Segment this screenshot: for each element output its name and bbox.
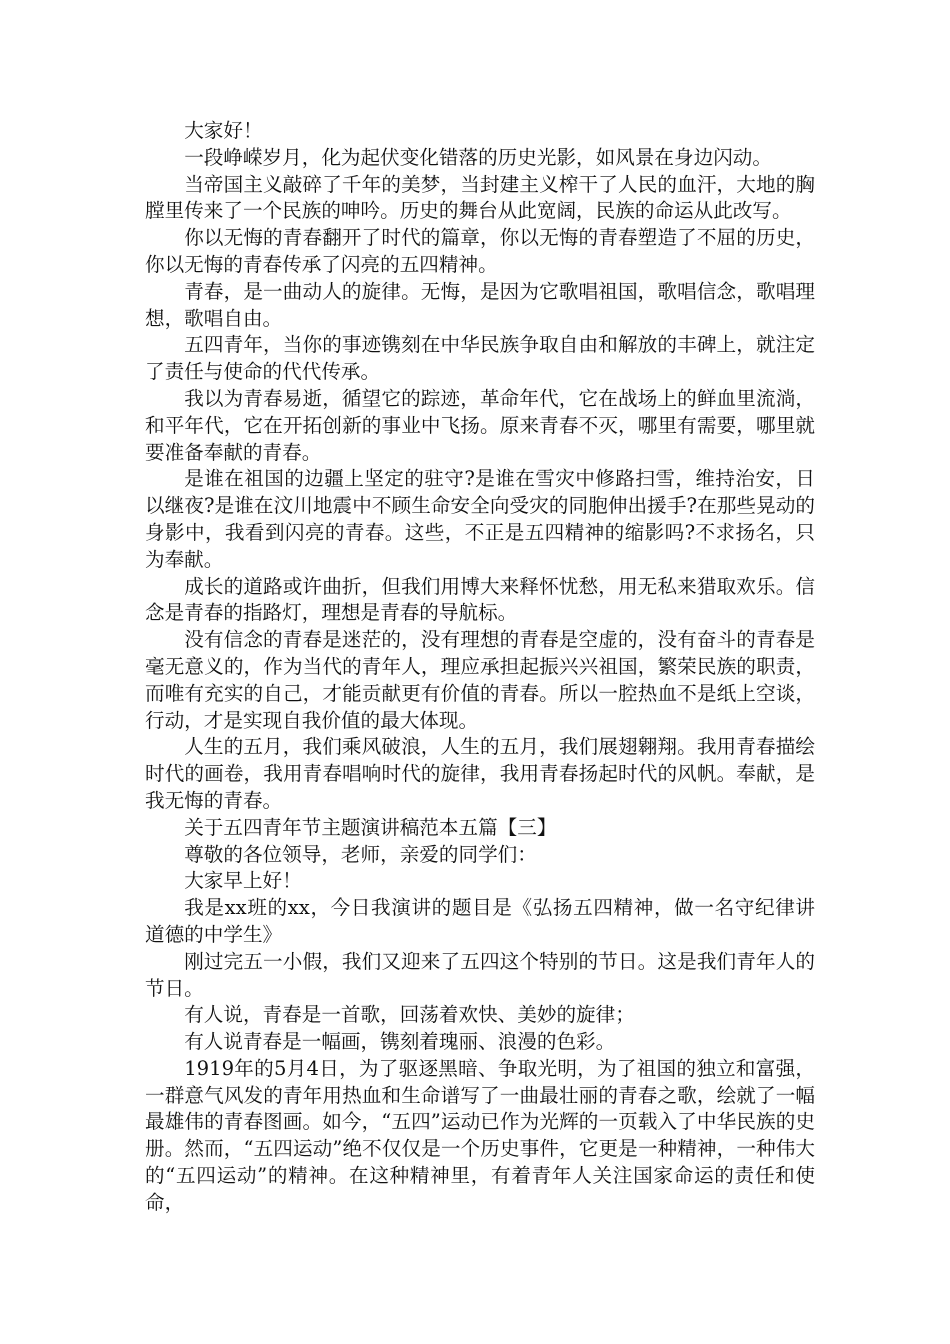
document-page <box>145 118 815 1217</box>
paragraph: 一段峥嵘岁月，化为起伏变化错落的历史光影，如风景在身边闪动。 <box>184 145 772 169</box>
paragraph: 你以无悔的青春翻开了时代的篇章，你以无悔的青春塑造了不屈的历史，你以无悔的青春传承了闪亮的五四精神。 <box>145 226 815 276</box>
paragraph: 我是xx班的xx，今日我演讲的题目是《弘扬五四精神，做一名守纪律讲道德的中学生》 <box>145 896 815 946</box>
paragraph: 有人说青春是一幅画，镌刻着瑰丽、浪漫的色彩。 <box>184 1030 616 1054</box>
paragraph: 有人说，青春是一首歌，回荡着欢快、美妙的旋律； <box>184 1003 635 1027</box>
paragraph: 1919年的5月4日，为了驱逐黑暗、争取光明，为了祖国的独立和富强，一群意气风发的青年用热血和生命谱写了一曲最壮丽的青春之歌，绘就了一幅最雄伟的青春图画。如今，“五四”运动已作为光辉的一页载入了中华民族的史册。然而，“五四运动”绝不仅仅是一个历史事件，它更是一种精神，一种伟大的“五四运动”的精神。在这种精神里，有着青年人关注国家命运的责任和使命， <box>145 1056 815 1214</box>
paragraph: 人生的五月，我们乘风破浪，人生的五月，我们展翅翱翔。我用青春描绘时代的画卷，我用青春唱响时代的旋律，我用青春扬起时代的风帆。奉献，是我无悔的青春。 <box>145 735 815 812</box>
paragraph-greeting: 大家早上好！ <box>184 869 302 893</box>
section-heading: 关于五四青年节主题演讲稿范本五篇【三】 <box>184 815 557 839</box>
paragraph: 刚过完五一小假，我们又迎来了五四这个特别的节日。这是我们青年人的节日。 <box>145 949 815 1000</box>
paragraph: 当帝国主义敲碎了千年的美梦，当封建主义榨干了人民的血汗，大地的胸膛里传来了一个民族的呻吟。历史的舞台从此宽阔，民族的命运从此改写。 <box>145 172 815 223</box>
paragraph: 是谁在祖国的边疆上坚定的驻守?是谁在雪灾中修路扫雪，维持治安，日以继夜?是谁在汶川地震中不顾生命安全向受灾的同胞伸出援手?在那些晃动的身影中，我看到闪亮的青春。这些，不正是五四精神的缩影吗?不求扬名，只为奉献。 <box>145 467 815 571</box>
paragraph: 成长的道路或许曲折，但我们用博大来释怀忧愁，用无私来猎取欢乐。信念是青春的指路灯，理想是青春的导航标。 <box>145 574 815 625</box>
paragraph-greeting: 大家好！ <box>184 119 263 142</box>
paragraph: 青春，是一曲动人的旋律。无悔，是因为它歌唱祖国，歌唱信念，歌唱理想，歌唱自由。 <box>145 279 815 330</box>
paragraph: 没有信念的青春是迷茫的，没有理想的青春是空虚的，没有奋斗的青春是毫无意义的，作为当代的青年人，理应承担起振兴兴祖国，繁荣民族的职责，而唯有充实的自己，才能贡献更有价值的青春。所以一腔热血不是纸上空谈，行动，才是实现自我价值的最大体现。 <box>145 628 815 732</box>
paragraph: 五四青年，当你的事迹镌刻在中华民族争取自由和解放的丰碑上，就注定了责任与使命的代代传承。 <box>145 333 815 384</box>
paragraph-salutation: 尊敬的各位领导，老师，亲爱的同学们： <box>184 842 537 866</box>
paragraph: 我以为青春易逝，循望它的踪迹，革命年代，它在战场上的鲜血里流淌，和平年代，它在开拓创新的事业中飞扬。原来青春不灭，哪里有需要，哪里就要准备奉献的青春。 <box>145 386 815 464</box>
